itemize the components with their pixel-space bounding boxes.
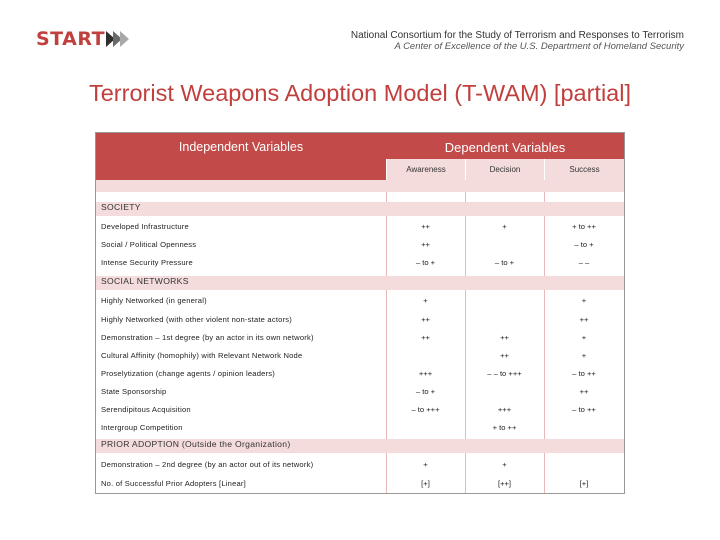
section-label: SOCIAL NETWORKS	[101, 276, 189, 286]
awareness-value: – to +	[415, 387, 436, 396]
decision-value: ++	[500, 351, 509, 360]
table-row	[96, 296, 624, 310]
row-label: Intense Security Pressure	[101, 258, 193, 267]
row-label: No. of Successful Prior Adopters [Linear]	[101, 479, 246, 488]
row-label: Demonstration – 1st degree (by an actor in its own network)	[101, 333, 314, 342]
awareness-value: +++	[418, 369, 433, 378]
logo-text: START	[36, 28, 106, 50]
table-row	[96, 405, 624, 419]
twam-table	[95, 132, 625, 494]
section-label: PRIOR ADOPTION (Outside the Organization)	[101, 439, 291, 449]
row-label: Serendipitous Acquisition	[101, 405, 191, 414]
success-value: – –	[578, 258, 590, 267]
success-value: +	[581, 333, 587, 342]
awareness-value: ++	[421, 333, 430, 342]
decision-value: ++	[500, 333, 509, 342]
table-header	[96, 133, 624, 180]
success-value: ++	[579, 315, 589, 324]
awareness-value: ++	[421, 315, 430, 324]
table-row	[96, 479, 624, 493]
table-row	[96, 333, 624, 347]
logo-arrows-icon	[106, 31, 130, 47]
section-society	[96, 202, 624, 216]
org-name: National Consortium for the Study of Terrorism and Responses to Terrorism	[350, 30, 684, 41]
row-label: Developed Infrastructure	[101, 222, 189, 231]
row-label: Highly Networked (in general)	[101, 296, 207, 305]
decision-value: +++	[497, 405, 512, 414]
table-row	[96, 351, 624, 365]
table-row	[96, 222, 624, 236]
row-label: State Sponsorship	[101, 387, 167, 396]
decision-value: – – to +++	[487, 369, 522, 378]
decision-value: +	[502, 460, 507, 469]
column-awareness: Awareness	[386, 159, 465, 180]
success-value: + to ++	[572, 222, 596, 231]
decision-value: +	[502, 222, 507, 231]
section-social-networks	[96, 276, 624, 290]
success-value: +	[581, 296, 587, 305]
row-label: Proselytization (change agents / opinion leaders)	[101, 369, 276, 378]
spacer-band	[96, 180, 624, 192]
decision-value: + to ++	[492, 423, 517, 432]
independent-variables-header: Independent Variables	[178, 140, 304, 154]
awareness-value: – to +	[415, 258, 436, 267]
table-row	[96, 315, 624, 329]
column-decision: Decision	[465, 159, 544, 180]
awareness-value: +	[423, 296, 428, 305]
row-label: Social / Political Openness	[101, 240, 197, 249]
table-row	[96, 369, 624, 383]
success-value: – to ++	[572, 405, 596, 414]
success-value: [+]	[579, 479, 589, 488]
row-label: Demonstration – 2nd degree (by an actor out of its network)	[101, 460, 314, 469]
success-value: ++	[579, 387, 589, 396]
awareness-value: +	[423, 460, 428, 469]
success-value: – to ++	[572, 369, 596, 378]
awareness-value: ++	[421, 240, 430, 249]
decision-value: [++]	[497, 479, 512, 488]
awareness-value: ++	[421, 222, 430, 231]
table-row	[96, 460, 624, 474]
dependent-variables-header: Dependent Variables	[444, 140, 566, 155]
table-row	[96, 423, 624, 437]
row-label: Highly Networked (with other violent non-state actors)	[101, 315, 293, 324]
table-row	[96, 387, 624, 401]
section-prior-adoption	[96, 439, 624, 453]
awareness-value: – to +++	[411, 405, 440, 414]
organization-header	[351, 30, 684, 52]
org-tagline: A Center of Excellence of the U.S. Department of Homeland Security	[394, 41, 684, 52]
success-value: – to +	[574, 240, 594, 249]
start-logo	[36, 28, 130, 50]
row-label: Cultural Affinity (homophily) with Relevant Network Node	[101, 351, 303, 360]
table-row	[96, 240, 624, 254]
slide-title: Terrorist Weapons Adoption Model (T-WAM) [partial]	[88, 80, 631, 106]
decision-value: – to +	[494, 258, 515, 267]
success-value: +	[581, 351, 587, 360]
row-label: Intergroup Competition	[101, 423, 183, 432]
column-success: Success	[544, 159, 624, 180]
table-row	[96, 258, 624, 272]
awareness-value: [+]	[421, 479, 430, 488]
section-label: SOCIETY	[101, 202, 141, 212]
